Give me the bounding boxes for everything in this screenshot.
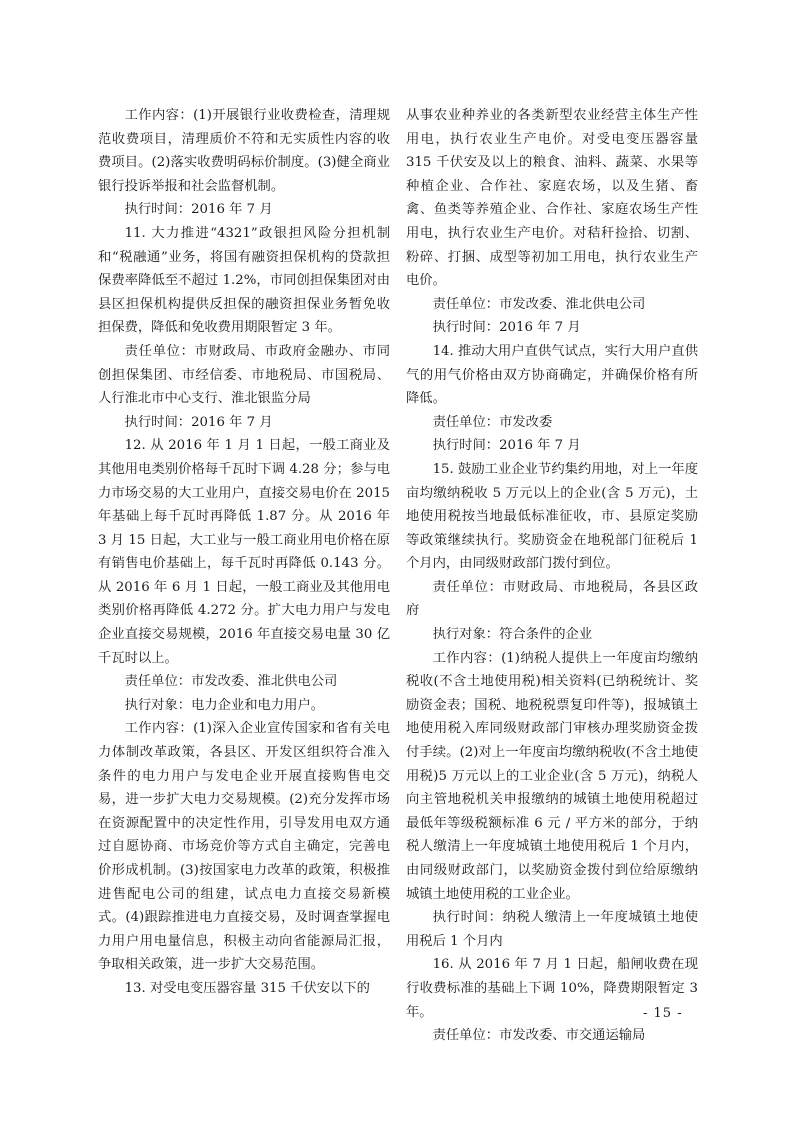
paragraph: 工作内容：(1)开展银行业收费检查，清理规范收费项目，清理质价不符和无实质性内容的收费项目。(2)落实收费明码标价制度。(3)健全商业银行投诉举报和社会监督机制。 — [98, 108, 390, 194]
paragraph: 14. 推动大用户直供气试点，实行大用户直供气的用气价格由双方协商确定，并确保价格有所降低。 — [406, 343, 698, 407]
paragraph: 执行时间：纳税人缴清上一年度城镇土地使用税后 1 个月内 — [406, 910, 698, 949]
paragraph: 责任单位：市发改委、淮北供电公司 — [124, 674, 338, 690]
paragraph: 执行时间：2016 年 7 月 — [432, 438, 581, 454]
paragraph: 16. 从 2016 年 7 月 1 日起，船闸收费在现行收费标准的基础上下调 10%，降费期限暂定 3 年。 — [406, 957, 698, 1020]
right-column — [406, 104, 698, 1048]
page-number: - 15 - — [643, 1006, 683, 1021]
paragraph: 执行时间：2016 年 7 月 — [124, 414, 273, 430]
paragraph: 责任单位：市发改委、市交通运输局 — [432, 1028, 646, 1044]
paragraph: 执行对象：符合条件的企业 — [432, 627, 593, 643]
paragraph: 工作内容：(1)深入企业宣传国家和省有关电力体制改革政策，各县区、开发区组织符合准入条件的电力用户与发电企业开展直接购售电交易，进一步扩大电力交易规模。(2)充分发挥市场在资源配置中的决定性作用，引导发用电双方通过自愿协商、市场竞价等方式自主确定，完善电价形成机制。(3)按国家电力改革的政策，积极推进售配电公司的组建，试点电力直接交易新模式。(4)跟踪推进电力直接交易，及时调查掌握电力用户用电量信息，积极主动向省能源局汇报，争取相关政策，进一步扩大交易范围。 — [98, 721, 390, 973]
paragraph: 执行时间：2016 年 7 月 — [432, 320, 581, 336]
paragraph: 15. 鼓励工业企业节约集约用地，对上一年度亩均缴纳税收 5 万元以上的企业(含 5 万元)，土地使用税按当地最低标准征收，市、县原定奖励等政策继续执行。奖励资金在地税部门征税后 1 个月内，由同级财政部门拨付到位。 — [406, 461, 698, 572]
paragraph-continuation: 从事农业种养业的各类新型农业经营主体生产性用电，执行农业生产电价。对受电变压器容量 315 千伏安及以上的粮食、油料、蔬菜、水果等种植企业、合作社、家庭农场，以及生猪、畜禽、鱼类等养殖企业、合作社、家庭农场生产性用电，执行农业生产电价。对秸秆捡拾、切割、粉碎、打捆、成型等初加工用电，执行农业生产电价。 — [406, 108, 698, 289]
paragraph: 12. 从 2016 年 1 月 1 日起，一般工商业及其他用电类别价格每千瓦时下调 4.28 分；参与电力市场交易的大工业用户，直接交易电价在 2015 年基础上每千瓦时再降低 1.87 分。从 2016 年 3 月 15 日起，大工业与一般工商业用电价格在原有销售电价基础上，每千瓦时再降低 0.143 分。从 2016 年 6 月 1 日起，一般工商业及其他用电类别价格再降低 4.272 分。扩大电力用户与发电企业直接交易规模，2016 年直接交易电量 30 亿千瓦时以上。 — [98, 438, 390, 666]
paragraph: 责任单位：市财政局、市地税局，各县区政府 — [406, 579, 698, 619]
paragraph: 责任单位：市财政局、市政府金融办、市同创担保集团、市经信委、市地税局、市国税局、人行淮北市中心支行、淮北银监分局 — [98, 343, 390, 407]
paragraph: 责任单位：市发改委 — [432, 414, 553, 430]
paragraph: 执行时间：2016 年 7 月 — [124, 202, 273, 218]
left-column — [98, 104, 390, 1001]
paragraph: 13. 对受电变压器容量 315 千伏安以下的 — [124, 980, 370, 996]
paragraph: 11. 大力推进“4321”政银担风险分担机制和“税融通”业务，将国有融资担保机构的贷款担保费率降低至不超过 1.2%，市同创担保集团对由县区担保机构提供反担保的融资担保业务暂免收担保费，降低和免收费用期限暂定 3 年。 — [98, 225, 390, 336]
paragraph: 工作内容：(1)纳税人提供上一年度亩均缴纳税收(不含土地使用税)相关资料(已纳税统计、奖励资金表；国税、地税税票复印件等)，报城镇土地使用税入库同级财政部门审核办理奖励资金拨付手续。(2)对上一年度亩均缴纳税收(不含土地使用税)5 万元以上的工业企业(含 5 万元)，纳税人向主管地税机关申报缴纳的城镇土地使用税超过最低年等级税额标准 6 元 / 平方米的部分，于纳税人缴清上一年度城镇土地使用税后 1 个月内，由同级财政部门，以奖励资金拨付到位给原缴纳城镇土地使用税的工业企业。 — [406, 650, 698, 902]
paragraph: 执行对象：电力企业和电力用户。 — [124, 697, 325, 713]
paragraph: 责任单位：市发改委、淮北供电公司 — [432, 296, 646, 312]
